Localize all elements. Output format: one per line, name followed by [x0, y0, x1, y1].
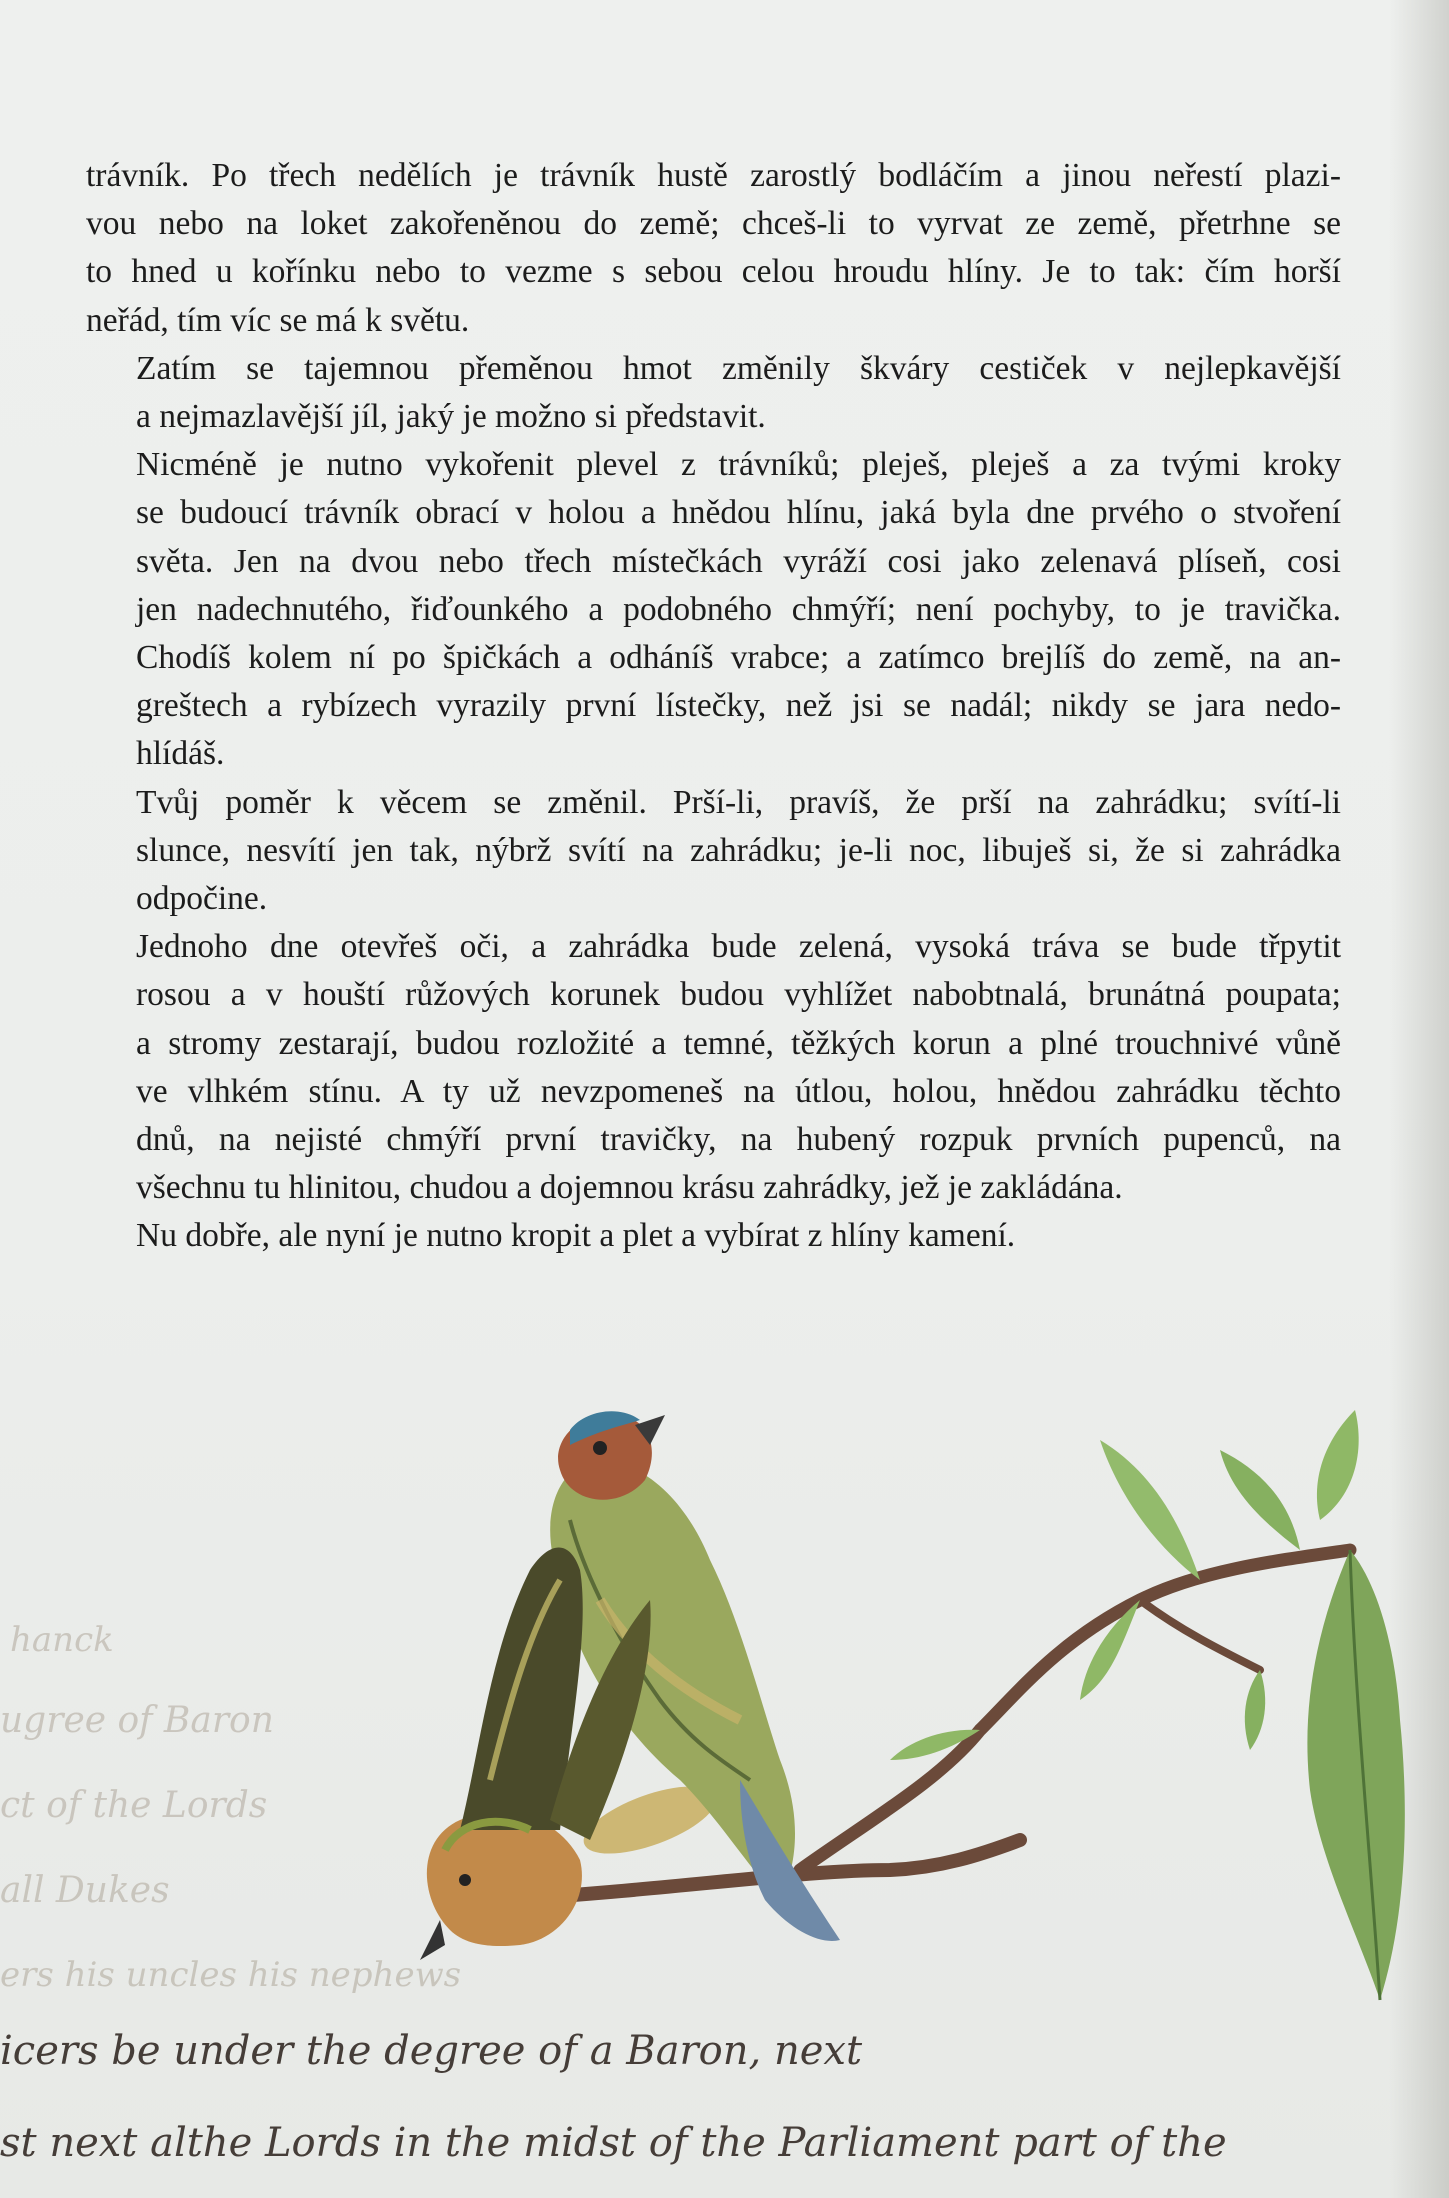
text-line: světa. Jen na dvou nebo třech místečkách vyráží cosi jako zelenavá plíseň, cosi: [136, 542, 1341, 580]
script-line: icers be under the degree of a Baron, next: [0, 2028, 863, 2074]
text-line: Nu dobře, ale nyní je nutno kropit a plet a vybírat z hlíny kamení.: [136, 1217, 1016, 1255]
text-line: Chodíš kolem ní po špičkách a odháníš vrabce; a zatímco brejlíš do země, na an-: [136, 639, 1341, 677]
script-line: st next althe Lords in the midst of the Parliament part of the: [0, 2120, 1227, 2166]
text-line: Jednoho dne otevřeš oči, a zahrádka bude zelená, vysoká tráva se bude třpytit: [136, 928, 1341, 966]
script-line: all Dukes: [0, 1870, 170, 1911]
text-line: slunce, nesvítí jen tak, nýbrž svítí na zahrádku; je-li noc, libuješ si, že si zahrádka: [136, 831, 1341, 869]
text-line: vou nebo na loket zakořeněnou do země; chceš-li to vyrvat ze země, přetrhne se: [86, 205, 1341, 243]
text-line: dnů, na nejisté chmýří první travičky, na hubený rozpuk prvních pupenců, na: [136, 1121, 1341, 1159]
text-line: rosou a v houští růžových korunek budou vyhlížet nabobtnalá, brunátná poupata;: [136, 976, 1341, 1014]
paragraph: [86, 1212, 1341, 1260]
text-line: Zatím se tajemnou přeměnou hmot změnily škváry cestiček v nejlepkavější: [136, 349, 1341, 387]
paragraph: [86, 152, 1341, 345]
text-line: Tvůj poměr k věcem se změnil. Prší-li, pravíš, že prší na zahrádku; svítí-li: [136, 783, 1341, 821]
text-line: to hned u kořínku nebo to vezme s sebou celou hroudu hlíny. Je to tak: čím horší: [86, 253, 1341, 291]
text-line: odpočine.: [136, 880, 268, 918]
text-line: trávník. Po třech nedělích je trávník hustě zarostlý bodláčím a jinou neřestí plazi-: [86, 157, 1341, 194]
text-line: všechnu tu hlinitou, chudou a dojemnou krásu zahrádky, jež je zakládána.: [136, 1169, 1123, 1207]
text-line: Nicméně je nutno vykořenit plevel z trávníků; pleješ, pleješ a za tvými kroky: [136, 446, 1341, 484]
paragraph: [86, 779, 1341, 924]
paragraph: [86, 345, 1341, 441]
two-birds-on-branch-illustration: [420, 1400, 1410, 2020]
text-line: greštech a rybízech vyrazily první lístečky, než jsi se nadál; nikdy se jara nedo-: [136, 687, 1341, 725]
body-text: [86, 152, 1341, 1261]
script-line: ct of the Lords: [0, 1785, 268, 1826]
paragraph: [86, 923, 1341, 1212]
text-line: ve vlhkém stínu. A ty už nevzpomeneš na útlou, holou, hnědou zahrádku těchto: [136, 1072, 1341, 1110]
text-line: a nejmazlavější jíl, jaký je možno si představit.: [136, 398, 766, 436]
paragraph: [86, 441, 1341, 778]
script-line: hanck: [10, 1620, 114, 1660]
script-line: ugree of Baron: [0, 1700, 274, 1741]
text-line: se budoucí trávník obrací v holou a hnědou hlínu, jaká byla dne prvého o stvoření: [136, 494, 1341, 532]
text-line: jen nadechnutého, řiďounkého a podobného chmýří; není pochyby, to je travička.: [136, 590, 1341, 628]
text-line: a stromy zestarají, budou rozložité a temné, těžkých korun a plné trouchnivé vůně: [136, 1024, 1341, 1062]
script-line: ers his uncles his nephews: [0, 1955, 462, 1995]
text-line: neřád, tím víc se má k světu.: [86, 301, 470, 339]
text-line: hlídáš.: [136, 735, 225, 773]
